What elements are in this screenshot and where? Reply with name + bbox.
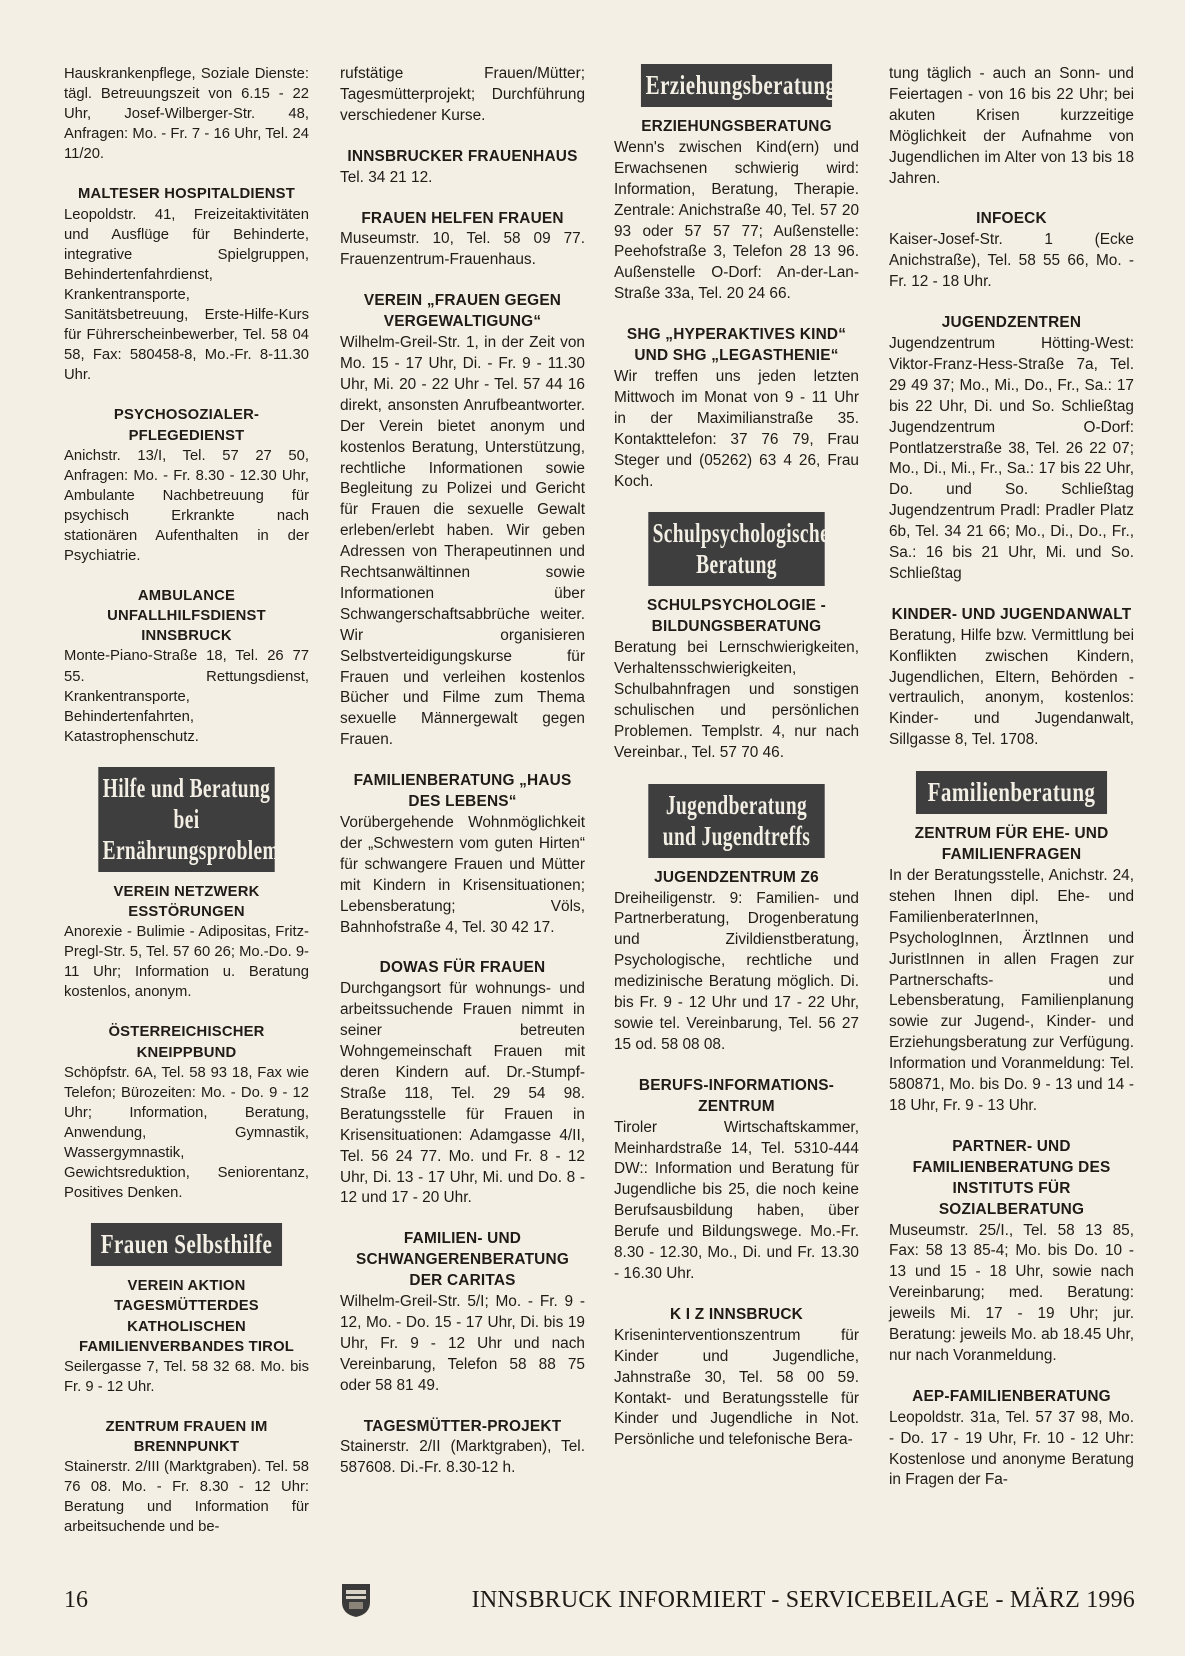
entry-title: FAMILIEN- UND SCHWANGERENBERATUNG DER CARITAS <box>355 1230 569 1290</box>
entry-body: Wenn's zwischen Kind(ern) und Erwachsenen schwierig wird: Information, Beratung, Therapie. Zentrale: Anichstraße 40, Tel. 57 20 93 oder 57 57 77; Außenstelle: Peehofstraße 3, Telefon 28 13 96. Außenstelle O-Dorf: An-der-Lan-Straße 33a, Tel. 20 24 66. <box>614 138 859 303</box>
entry-body: Anichstr. 13/I, Tel. 57 27 50, Anfragen: Mo. - Fr. 8.30 - 12.30 Uhr, Ambulante Nachbetreuung für psychisch Erkrankte nach stationären Aufenthalten in der Psychiatrie. <box>64 447 309 565</box>
entry-body: Beratung, Hilfe bzw. Vermittlung bei Konflikten zwischen Kindern, Jugendlichen, Eltern, Behörden - vertraulich, anonym, kostenlos: Kinder- und Jugendanwalt, Sillgasse 8, Tel. 1708. <box>889 626 1134 749</box>
listing-entry <box>340 291 585 751</box>
listing-entry <box>889 1387 1134 1492</box>
entry-body: Monte-Piano-Straße 18, Tel. 26 77 55. Rettungsdienst, Krankentransporte, Behindertenfahrten, Katastrophenschutz. <box>64 648 309 745</box>
listing-entry <box>340 771 585 938</box>
entry-title: AEP-FAMILIENBERATUNG <box>912 1387 1111 1405</box>
column-4 <box>889 64 1134 1511</box>
section-header: Familienberatung <box>916 771 1107 814</box>
entry-title: VEREIN NETZWERK ESSTÖRUNGEN <box>113 883 260 920</box>
entry-body: Wilhelm-Greil-Str. 1, in der Zeit von Mo. 15 - 17 Uhr, Di. - Fr. 9 - 11.30 Uhr, Mi. 20 - 22 Uhr - Tel. 57 44 16 direkt, ansonsten Anrufbeantworter. Der Verein bietet anonym und kostenlos Beratung, Unterstützung, rechtliche Informationen sowie Begleitung zu Polizei und Gericht für Frauen die sexuelle Gewalt erleben/erlebt haben. Wir geben Adressen von Therapeutinnen und Rechtsanwältinnen sowie Informationen über Schwangerschaftsabbrüche weiter. Wir organisieren Selbstverteidigungskurse für Frauen und verleihen kostenlos Bücher und Filme zum Thema sexuelle Männergewalt gegen Frauen. <box>340 334 585 749</box>
page-footer <box>0 1582 1185 1618</box>
entry-title: VEREIN AKTION TAGESMÜTTERDES KATHOLISCHEN FAMILIENVERBANDES TIROL <box>78 1278 295 1355</box>
entry-body: Stainerstr. 2/II (Marktgraben), Tel. 587608. Di.-Fr. 8.30-12 h. <box>340 1438 585 1477</box>
listing-entry <box>614 325 859 492</box>
listing-entry <box>64 1022 309 1203</box>
entry-title: INNSBRUCKER FRAUENHAUS <box>347 147 578 165</box>
entry-body: Wir treffen uns jeden letzten Mittwoch im Monat von 9 - 11 Uhr in der Maximilianstraße 35. Kontakttelefon: 37 76 79, Frau Steger und (05262) 63 4 26, Frau Koch. <box>614 367 859 490</box>
entry-body: Schöpfstr. 6A, Tel. 58 93 18, Fax wie Telefon; Bürozeiten: Mo. - Do. 9 - 12 Uhr; Information, Beratung, Anwendung, Gymnastik, Wassergymnastik, Gewichtsreduktion, Seniorentanz, Positives Denken. <box>64 1064 309 1202</box>
entry-title: TAGESMÜTTER-PROJEKT <box>363 1417 562 1435</box>
innsbruck-crest-icon <box>340 1582 372 1618</box>
listing-entry <box>614 1076 859 1285</box>
listing-entry <box>889 209 1134 293</box>
listing-entry <box>64 1417 309 1538</box>
listing-entry <box>64 405 309 566</box>
entry-body: Seilergasse 7, Tel. 58 32 68. Mo. bis Fr. 9 - 12 Uhr. <box>64 1358 309 1395</box>
entry-title: INFOECK <box>976 210 1047 228</box>
entry-title: BERUFS-INFORMATIONS-ZENTRUM <box>638 1076 835 1115</box>
entry-body: Kaiser-Josef-Str. 1 (Ecke Anichstraße), Tel. 58 55 66, Mo. - Fr. 12 - 18 Uhr. <box>889 231 1134 291</box>
entry-body: Jugendzentrum Hötting-West: Viktor-Franz-Hess-Straße 7a, Tel. 29 49 37; Mo., Mi., Do., Fr., Sa.: 17 bis 22 Uhr, Di. und So. Schließtag Jugendzentrum O-Dorf: Pontlatzerstraße 38, Tel. 26 22 07; Mo., Di., Mi., Fr., Sa.: 17 bis 22 Uhr, Do. und So. Schließtag Jugendzentrum Pradl: Pradler Platz 6b, Tel. 34 21 66; Mo., Di., Do., Fr., Sa.: 16 bis 21 Uhr, Mi. und So. Schließtag <box>889 334 1134 582</box>
publication-title: INNSBRUCK INFORMIERT - SERVICEBEILAGE - MÄRZ 1996 <box>471 1587 1135 1613</box>
entry-title: ÖSTERREICHISCHER KNEIPPBUND <box>108 1024 265 1061</box>
listing-entry <box>614 868 859 1056</box>
entry-title: PARTNER- UND FAMILIENBERATUNG DES INSTITUTS FÜR SOZIALBERATUNG <box>912 1137 1111 1218</box>
entry-title: DOWAS FÜR FRAUEN <box>379 959 546 977</box>
listing-entry <box>340 958 585 1209</box>
entry-title: ERZIEHUNGSBERATUNG <box>641 118 832 135</box>
entry-title: FAMILIENBERATUNG „HAUS DES LEBENS“ <box>353 772 572 811</box>
listing-entry <box>64 586 309 747</box>
listing-entry <box>889 1137 1134 1367</box>
entry-body: Dreiheiligenstr. 9: Familien- und Partnerberatung, Drogenberatung und Zivildienstberatung, Psychologische, rechtliche und medizinische Beratung möglich. Di. bis Fr. 9 - 12 Uhr und 17 - 22 Uhr, sowie tel. Vereinbarung, Tel. 56 27 15 od. 58 08 08. <box>614 889 859 1053</box>
entry-title: MALTESER HOSPITALDIENST <box>78 186 295 203</box>
entry-title: PSYCHOSOZIALER-PFLEGEDIENST <box>113 407 260 444</box>
listing-entry <box>64 184 309 385</box>
section-header: Schulpsychologische Beratung <box>648 512 824 586</box>
entry-body: Beratung bei Lernschwierigkeiten, Verhaltensschwierigkeiten, Schulbahnfragen und sonstigen schulischen und persönlichen Problemen. Templstr. 4, nur nach Vereinbar., Tel. 57 70 46. <box>614 639 859 761</box>
entry-body: Tiroler Wirtschaftskammer, Meinhardstraße 14, Tel. 5310-444 DW:: Information und Beratung für Jugendliche bis 25, die noch keine Berufsausbildung haben, über Berufe und Bildungswege. Mo.-Fr. 8.30 - 12.30, Mo., Di. und Fr. 13.30 - 16.30 Uhr. <box>614 1118 859 1282</box>
entry-title: FRAUEN HELFEN FRAUEN <box>361 209 564 227</box>
entry-title: SCHULPSYCHOLOGIE - BILDUNGSBERATUNG <box>647 597 826 636</box>
listing-entry <box>889 64 1134 189</box>
entry-body: Durchgangsort für wohnungs- und arbeitssuchende Frauen nimmt in seiner betreuten Wohngemeinschaft Frauen mit deren Kindern auf. Dr.-Stumpf-Straße 118, Tel. 29 54 98. Beratungsstelle für Frauen in Krisensituationen: Adamgasse 4/II, Tel. 56 24 77. Mo. und Fr. 8 - 12 Uhr, Di. 13 - 17 Uhr, Mi. und Do. 8 - 12 und 17 - 20 Uhr. <box>340 980 585 1207</box>
entry-body: Anorexie - Bulimie - Adipositas, Fritz-Pregl-Str. 5, Tel. 57 60 26; Mo.-Do. 9-11 Uhr; Information u. Beratung kostenlos, anonym. <box>64 924 309 1001</box>
entry-title: AMBULANCE UNFALLHILFSDIENST INNSBRUCK <box>107 588 266 645</box>
entry-title: SHG „HYPERAKTIVES KIND“ UND SHG „LEGASTHENIE“ <box>626 326 847 365</box>
entry-body: Museumstr. 25/I., Tel. 58 13 85, Fax: 58 13 85-4; Mo. bis Do. 10 - 13 und 15 - 18 Uhr, sowie nach Vereinbarung; med. Beratung: jeweils Mi. 17 - 19 Uhr; jur. Beratung: jeweils Mo. ab 18.45 Uhr, nur nach Voranmeldung. <box>889 1221 1134 1364</box>
listing-entry <box>614 1305 859 1451</box>
listing-entry <box>340 1229 585 1396</box>
entry-body: Hauskrankenpflege, Soziale Dienste: tägl. Betreuungszeit von 6.15 - 22 Uhr, Josef-Wilberger-Str. 48, Anfragen: Mo. - Fr. 7 - 16 Uhr, Tel. 24 11/20. <box>64 66 309 163</box>
listing-entry <box>614 596 859 763</box>
entry-title: JUGENDZENTRUM Z6 <box>654 868 819 886</box>
entry-body: Vorübergehende Wohnmöglichkeit der „Schwestern vom guten Hirten“ für schwangere Frauen und Mütter mit Kindern in Krisensituationen; Lebensberatung; Völs, Bahnhofstraße 4, Tel. 30 42 17. <box>340 814 585 936</box>
listing-entry <box>340 64 585 127</box>
entry-title: KINDER- UND JUGENDANWALT <box>891 605 1132 623</box>
entry-title: ZENTRUM FRAUEN IM BRENNPUNKT <box>105 1418 268 1455</box>
column-2 <box>340 64 585 1499</box>
listing-entry <box>614 117 859 305</box>
listing-entry <box>889 824 1134 1117</box>
listing-entry <box>889 313 1134 585</box>
page-number: 16 <box>64 1587 88 1613</box>
listing-entry <box>340 147 585 189</box>
section-header: Erziehungsberatung <box>641 64 832 107</box>
section-header: Frauen Selbsthilfe <box>91 1223 282 1266</box>
listing-entry <box>340 1417 585 1480</box>
entry-title: JUGENDZENTREN <box>941 314 1082 332</box>
listing-entry <box>64 882 309 1003</box>
entry-body: Kriseninterventionszentrum für Kinder und Jugendliche, Jahnstraße 30, Tel. 58 00 59. Kontakt- und Beratungsstelle für Kinder und Jugendliche in Not. Persönliche und telefonische Bera- <box>614 1326 859 1449</box>
entry-body: Wilhelm-Greil-Str. 5/I; Mo. - Fr. 9 - 12, Mo. - Do. 15 - 17 Uhr, Di. bis 19 Uhr, Fr. 9 - 12 Uhr und nach Vereinbarung, Telefon 58 88 75 oder 58 81 49. <box>340 1293 585 1394</box>
entry-body: tung täglich - auch an Sonn- und Feiertagen - von 16 bis 22 Uhr; bei akuten Krisen kurzzeitige Möglichkeit der Aufnahme von Jugendlichen im Alter von 13 bis 18 Jahren. <box>889 65 1134 187</box>
entry-body: Museumstr. 10, Tel. 58 09 77. Frauenzentrum-Frauenhaus. <box>340 230 585 269</box>
section-header: Jugendberatung und Jugendtreffs <box>648 784 824 858</box>
listing-entry <box>64 1276 309 1397</box>
entry-body: In der Beratungsstelle, Anichstr. 24, stehen Ihnen dipl. Ehe- und FamilienberaterInnen, PsychologInnen, ÄrztInnen und JuristInnen in allen Fragen zur Partnerschafts- und Lebensberatung, Familienplanung sowie zur Jugend-, Kinder- und Erziehungsberatung zur Verfügung. Information und Voranmeldung: Tel. 580871, Mo. bis Do. 9 - 13 und 14 - 18 Uhr, Fr. 9 - 13 Uhr. <box>889 867 1134 1114</box>
entry-title: VEREIN „FRAUEN GEGEN VERGEWALTIGUNG“ <box>363 292 562 331</box>
listing-entry <box>64 64 309 164</box>
column-3 <box>614 64 859 1471</box>
entry-body: rufstätige Frauen/Mütter; Tagesmütterprojekt; Durchführung verschiedener Kurse. <box>340 65 585 124</box>
entry-title: ZENTRUM FÜR EHE- UND FAMILIENFRAGEN <box>914 825 1109 864</box>
column-1 <box>64 64 309 1557</box>
listing-entry <box>340 209 585 272</box>
entry-body: Leopoldstr. 31a, Tel. 57 37 98, Mo. - Do. 17 - 19 Uhr, Fr. 10 - 12 Uhr: Kostenlose und anonyme Beratung in Fragen der Fa- <box>889 1408 1134 1489</box>
listing-entry <box>889 605 1134 751</box>
entry-body: Leopoldstr. 41, Freizeitaktivitäten und Ausflüge für Behinderte, integrative Spielgruppen, Behindertenfahrdienst, Krankentransporte, Sanitätsbetreuung, Erste-Hilfe-Kurs für Führerscheinbewerber, Tel. 58 04 58, Fax: 580458-8, Mo.-Fr. 8-11.30 Uhr. <box>64 206 309 384</box>
entry-body: Stainerstr. 2/III (Marktgraben). Tel. 58 76 08. Mo. - Fr. 8.30 - 12 Uhr: Beratung und Information für arbeitsuchende und be- <box>64 1459 309 1536</box>
entry-title: K I Z INNSBRUCK <box>670 1305 803 1323</box>
entry-body: Tel. 34 21 12. <box>340 168 433 186</box>
section-header: Hilfe und Beratung bei Ernährungsproblemen <box>98 767 274 872</box>
